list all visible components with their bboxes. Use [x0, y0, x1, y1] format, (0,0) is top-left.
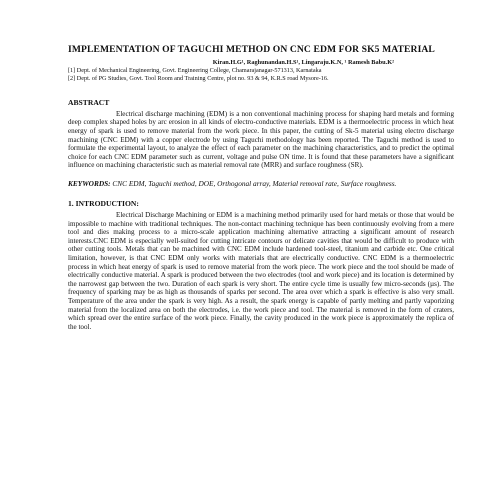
author-list: Kiran.H.G¹, Raghunandan.H.S¹, Lingaraju.K.N, ¹ Ramesh Babu.K²	[212, 59, 394, 66]
affiliation-block	[68, 67, 454, 84]
abstract-heading: ABSTRACT	[68, 97, 110, 107]
introduction-heading: 1. INTRODUCTION:	[68, 198, 139, 208]
introduction-text: Electrical Discharge Machining or EDM is a machining method primarily used for hard metals or those that would be impossible to machine with traditional techniques. The non-contact machining technique has been continuously evolving from a mere tool and dies making process to a micro-scale application machining alternative attracting a significant amount of research interests.CNC EDM is especially well-suited for cutting intricate contours or delicate cavities that would be difficult to produce with other cutting tools. Metals that can be machined with CNC EDM include hardened tool-steel, titanium and carbide etc. One critical limitation, however, is that CNC EDM only works with materials that are electrically conductive. CNC EDM is a thermoelectric process in which heat energy of spark is used to remove material from the work piece. The work piece and the tool should be made of electrically conductive material. A spark is produced between the two electrodes (tool and work piece) and its location is determined by the narrowest gap between the two. Duration of each spark is very short. The entire cycle time is usually few micro-seconds (µs). The frequency of sparking may be as high as thousands of sparks per second. The area over which a spark is effective is also very small. Temperature of the area under the spark is very high. As a result, the spark energy is capable of partly melting and partly vaporizing material from the localized area on both the electrodes, i.e. the work piece and tool. The material is removed in the form of craters, which spread over the entire surface of the work piece. Finally, the cavity produced in the work piece is approximately the replica of the tool.	[68, 210, 454, 331]
affiliation-1: [1] Dept. of Mechanical Engineering, Govt. Engineering College, Chamarajanagar-571313, Karnataka	[68, 67, 322, 74]
paper-page	[68, 44, 454, 331]
abstract-text: Electrical discharge machining (EDM) is a non conventional machining process for shaping hard metals and forming deep complex shaped holes by arc erosion in all kinds of electro-conductive materials. EDM is a thermoelectric process in which heat energy of spark is used to remove material from the work piece. In this paper, the cutting of Sk-5 material using electro discharge machining (CNC EDM) with a copper electrode by using Taguchi methodology has been reported. The Taguchi method is used to formulate the experimental layout, to analyze the effect of each parameter on the machining characteristics, and to predict the optimal choice for each CNC EDM parameter such as current, voltage and pulse ON time. It is found that these parameters have a significant influence on machining characteristic such as material removal rate (MRR) and surface roughness (SR).	[68, 109, 454, 170]
affiliation-2: [2] Dept. of PG Studies, Govt. Tool Room and Training Centre, plot no. 93 & 94, K.R.S road Mysore-16.	[68, 75, 329, 83]
keywords-line	[68, 179, 454, 188]
keywords-label: KEYWORDS:	[68, 178, 111, 188]
paper-title: IMPLEMENTATION OF TAGUCHI METHOD ON CNC EDM FOR SK5 MATERIAL	[68, 44, 435, 55]
keywords-text: CNC EDM, Taguchi method, DOE, Orthogonal array, Material removal rate, Surface roughness.	[110, 178, 397, 188]
